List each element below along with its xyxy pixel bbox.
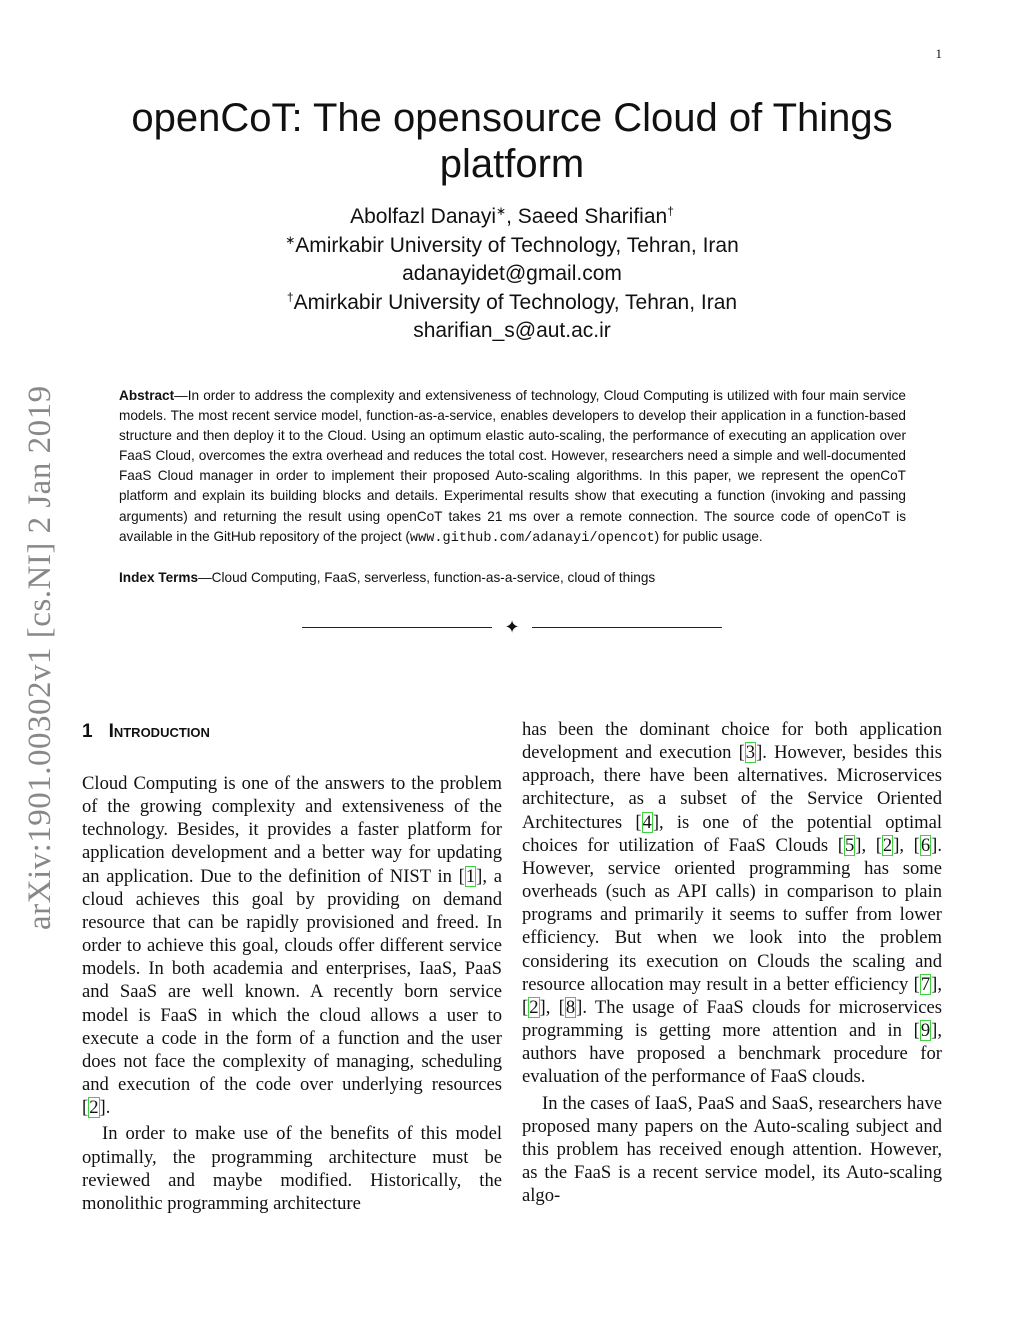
abstract-label: Abstract	[119, 388, 175, 403]
left-column	[82, 718, 502, 1215]
paragraph-text: , a cloud achieves this goal by providing on demand resource that can be rapidly provisioned and freed. In order to achieve this goal, clouds offer different service models. In both academia and enterprises, IaaS, PaaS and SaaS are well known. A recently born service model is FaaS in which the cloud allows a user to execute a code in the form of a function and the user does not face the complexity of managing, scheduling and execution of the code over underlying resources	[82, 865, 502, 1096]
page-number: 1	[935, 46, 942, 61]
divider-ornament-icon: ✦	[504, 617, 520, 637]
paragraph: Cloud Computing is one of the answers to the problem of the growing complexity and extensiveness of the technology. Besides, it provides a faster platform for application development and a better way for updating an application. Due to the definition of NIST in [1], a cloud achieves this goal by providing on demand resource that can be rapidly provisioned and freed. In order to achieve this goal, clouds offer different service models. In both academia and enterprises, IaaS, PaaS and SaaS are well known. A recently born service model is FaaS in which the cloud allows a user to execute a code in the form of a function and the user does not face the complexity of managing, scheduling and execution of the code over underlying resources [2].	[82, 773, 502, 1119]
paragraph-text: has been the dominant choice for both application development and execution	[522, 719, 942, 764]
citation-link[interactable]: 2	[882, 834, 893, 856]
citation-link[interactable]: 2	[529, 996, 539, 1018]
repository-link[interactable]: www.github.com/adanayi/opencot	[409, 530, 655, 546]
citation-link[interactable]: 9	[920, 1020, 931, 1042]
author-name-2: , Saeed Sharifian	[506, 205, 668, 228]
section-number: 1	[82, 721, 93, 742]
citation-link[interactable]: 8	[565, 996, 576, 1018]
author-names	[100, 203, 924, 232]
paragraph-text: Cloud Computing is one of the answers to the problem of the growing complexity and extensiveness of the technology. Besides, it provides a faster platform for application development and a better way for updating an application. Due to the definition of NIST in	[82, 773, 502, 887]
citation-separator: ,	[861, 834, 876, 856]
intro-text-left	[82, 772, 502, 1215]
citation-link[interactable]: 6	[920, 834, 931, 856]
citation-link[interactable]: 2	[89, 1097, 99, 1119]
affiliation-text: Amirkabir University of Technology, Tehran, Iran	[295, 233, 739, 257]
citation-link[interactable]: 3	[745, 742, 756, 764]
section-title: Introduction	[108, 721, 210, 742]
divider-line-left	[302, 627, 492, 628]
paragraph: In the cases of IaaS, PaaS and SaaS, researchers have proposed many papers on the Auto-scaling subject and this problem has received enough attention. However, as the FaaS is a recent service model, its Auto-scaling algo-	[522, 1092, 942, 1207]
abstract-text: —In order to address the complexity and extensiveness of technology, Cloud Computing is utilized with four main service models. The most recent service model, function-as-a-service, enables developers to develop their application in a function-based structure and then deploy it to the Cloud. Using an optimum elastic auto-scaling, the performance of executing an application over FaaS Cloud, overcomes the extra overhead and reduces the total cost. However, researchers need a simple and well-documented FaaS Cloud manager in order to implement their proposed Auto-scaling algorithms. In this paper, we represent the openCoT platform and explain its building blocks and details. Experimental results show that executing a function (invoking and passing arguments) and returning the result using openCoT takes 21 ms over a remote connection. The source code of openCoT is available in the GitHub repository of the project (	[119, 388, 906, 544]
affiliation-text: Amirkabir University of Technology, Tehran, Iran	[293, 290, 738, 314]
paragraph: In order to make use of the benefits of this model optimally, the programming architecture must be reviewed and maybe modified. Historically, the monolithic programming architecture	[82, 1123, 502, 1214]
author-block	[100, 203, 924, 346]
paragraph-text: .	[105, 1097, 111, 1119]
affiliation-mark: †	[286, 289, 294, 304]
intro-text-right	[522, 718, 942, 1207]
citation-link[interactable]: 4	[642, 811, 652, 833]
paragraph-text: , is one of the potential optimal choices for utilization of FaaS Clouds	[522, 811, 942, 856]
section-divider	[302, 619, 722, 639]
affiliation-2	[100, 289, 924, 318]
index-terms-text: —Cloud Computing, FaaS, serverless, function-as-a-service, cloud of things	[198, 569, 656, 585]
paragraph-text: . However, service oriented programming has some overheads (such as API calls) in comparison to plain programs and primarily it seems to suffer from lower efficiency. But when we look into the problem considering its execution on Clouds the scaling and resource allocation may result in a better efficiency	[522, 834, 943, 995]
citation-separator: ,	[937, 973, 942, 995]
email-1: adanayidet@gmail.com	[402, 262, 622, 285]
email-2: sharifian_s@aut.ac.ir	[413, 319, 611, 342]
citation-separator: ,	[545, 996, 559, 1018]
citation-link[interactable]: 7	[920, 973, 931, 995]
divider-line-right	[532, 627, 722, 628]
paper-title: openCoT: The opensource Cloud of Things platform	[131, 96, 893, 186]
affiliation-mark: ∗	[285, 232, 296, 247]
title-block	[100, 95, 924, 346]
citation-link[interactable]: 5	[844, 834, 855, 856]
affiliation-mark: ∗	[496, 204, 507, 218]
index-terms-label: Index Terms	[119, 569, 199, 585]
paragraph-text: , authors have proposed a benchmark procedure for evaluation of the performance of FaaS clouds.	[522, 1020, 942, 1088]
abstract	[119, 386, 906, 549]
paragraph-text: . The usage of FaaS clouds for microservices programming is getting more attention and in	[522, 996, 942, 1042]
index-terms	[119, 568, 906, 588]
affiliation-mark: †	[667, 204, 674, 218]
abstract-block	[119, 386, 906, 588]
citation-link[interactable]: 1	[465, 865, 476, 887]
section-heading	[82, 718, 502, 746]
author-name-1: Abolfazl Danayi	[350, 205, 497, 228]
arxiv-stamp[interactable]: arXiv:1901.00302v1 [cs.NI] 2 Jan 2019	[22, 385, 58, 930]
affiliation-1	[100, 232, 924, 261]
paragraph-text: . However, besides this approach, there have been alternatives. Microservices architecture, as a subset of the Service Oriented Architectures	[522, 742, 942, 833]
right-column	[522, 718, 942, 1207]
abstract-text-end: ) for public usage.	[654, 528, 763, 544]
citation-separator: ,	[899, 834, 914, 856]
paragraph: has been the dominant choice for both application development and execution [3]. However, besides this approach, there have been alternatives. Microservices architecture, as a subset of the Service Oriented Architectures [4], is one of the potential optimal choices for utilization of FaaS Clouds [5], [2], [6]. However, service oriented programming has some overheads (such as API calls) in comparison to plain programs and primarily it seems to suffer from lower efficiency. But when we look into the problem considering its execution on Clouds the scaling and resource allocation may result in a better efficiency [7], [2], [8]. The usage of FaaS clouds for microservices programming is getting more attention and in [9], authors have proposed a benchmark procedure for evaluation of the performance of FaaS clouds.	[522, 719, 943, 1088]
